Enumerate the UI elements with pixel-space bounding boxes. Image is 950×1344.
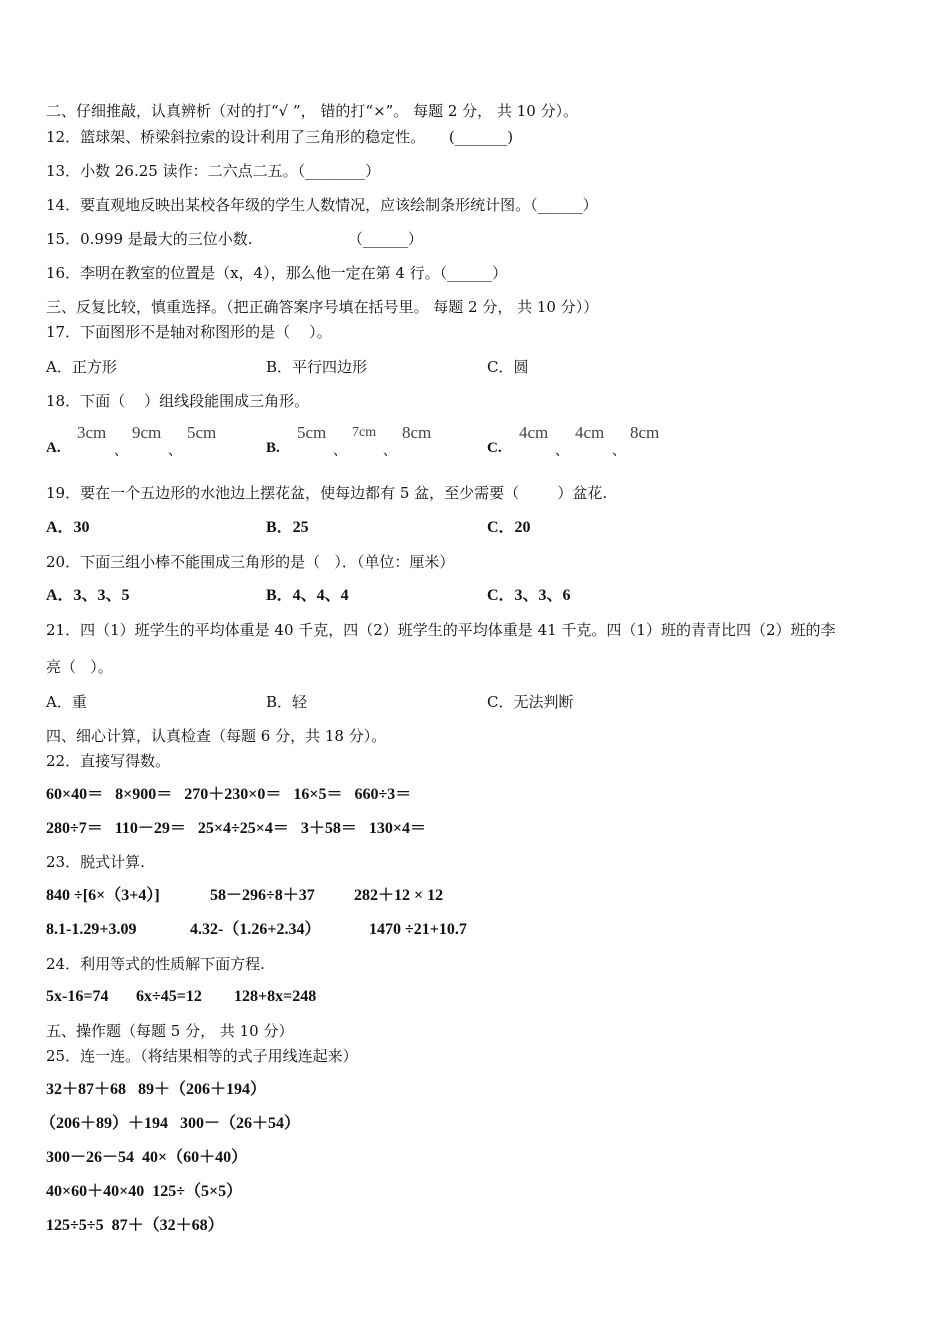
section-2-heading: 二、仔细推敲，认真辨析（对的打“√ ”， 错的打“×”。 每题 2 分， 共 10 分）。 bbox=[46, 102, 579, 120]
question-23: 23．脱式计算. bbox=[46, 853, 145, 871]
length: 8cm bbox=[630, 423, 660, 442]
option-label: B. bbox=[266, 440, 280, 456]
match-row: 40×60＋40×40 125÷（5×5） bbox=[46, 1183, 243, 1200]
section-3-heading: 三、反复比较，慎重选择。（把正确答案序号填在括号里。 每题 2 分， 共 10 分）） bbox=[46, 298, 599, 316]
question-24: 24．利用等式的性质解下面方程. bbox=[46, 955, 265, 973]
question-20: 20．下面三组小棒不能围成三角形的是（ ）．（单位：厘米） bbox=[46, 553, 455, 571]
option-c: C．3、3、6 bbox=[487, 587, 571, 604]
question-12: 12．篮球架、桥梁斜拉索的设计利用了三角形的稳定性。 (_______) bbox=[46, 128, 514, 146]
question-21-line1: 21．四（1）班学生的平均体重是 40 千克，四（2）班学生的平均体重是 41 千克。四（1）班的青青比四（2）班的李 bbox=[46, 621, 836, 639]
equation: 6x÷45=12 bbox=[136, 988, 202, 1005]
question-18: 18．下面（ ）组线段能围成三角形。 bbox=[46, 392, 310, 410]
match-row: （206＋89）＋194 300－（26＋54） bbox=[40, 1115, 301, 1132]
length: 5cm bbox=[187, 423, 217, 442]
question-15: 15．0.999 是最大的三位小数. （______） bbox=[46, 230, 423, 248]
length: 3cm bbox=[77, 423, 107, 442]
question-19: 19．要在一个五边形的水池边上摆花盆，使每边都有 5 盆，至少需要（ ）盆花. bbox=[46, 484, 608, 502]
equation: 128+8x=248 bbox=[234, 988, 317, 1005]
option-c: C．20 bbox=[487, 519, 531, 536]
length: 7cm bbox=[352, 425, 377, 440]
length: 8cm bbox=[402, 423, 432, 442]
question-17: 17．下面图形不是轴对称图形的是（ ）。 bbox=[46, 323, 332, 341]
expression: 4.32-（1.26+2.34） bbox=[190, 921, 321, 938]
calc-row: 280÷7＝ 110－29＝ 25×4÷25×4＝ 3＋58＝ 130×4＝ bbox=[46, 820, 427, 837]
option-label: C. bbox=[487, 440, 502, 456]
separator: 、 bbox=[168, 443, 182, 459]
section-4-heading: 四、细心计算，认真检查（每题 6 分，共 18 分）。 bbox=[46, 727, 387, 745]
option-b: B．4、4、4 bbox=[266, 587, 349, 604]
expression: 840 ÷[6×（3+4）] bbox=[46, 887, 160, 904]
question-14: 14．要直观地反映出某校各年级的学生人数情况，应该绘制条形统计图。（______） bbox=[46, 196, 598, 214]
question-22: 22．直接写得数。 bbox=[46, 752, 171, 770]
option-a: A．30 bbox=[46, 519, 90, 536]
question-13: 13．小数 26.25 读作：二六点二五。（________） bbox=[46, 162, 381, 180]
expression: 282＋12 × 12 bbox=[354, 887, 444, 904]
question-25: 25．连一连。（将结果相等的式子用线连起来） bbox=[46, 1047, 358, 1065]
separator: 、 bbox=[333, 443, 347, 459]
option-a: A．正方形 bbox=[46, 358, 117, 376]
length: 9cm bbox=[132, 423, 162, 442]
option-c: C．无法判断 bbox=[487, 693, 574, 711]
option-b: B．轻 bbox=[266, 693, 308, 711]
length: 4cm bbox=[575, 423, 605, 442]
option-label: A. bbox=[46, 440, 61, 456]
option-c: C．圆 bbox=[487, 358, 529, 376]
separator: 、 bbox=[383, 443, 397, 459]
expression: 8.1-1.29+3.09 bbox=[46, 921, 137, 938]
separator: 、 bbox=[555, 443, 569, 459]
option-a: A．重 bbox=[46, 693, 87, 711]
length: 4cm bbox=[519, 423, 549, 442]
equation: 5x-16=74 bbox=[46, 988, 109, 1005]
option-a: A．3、3、5 bbox=[46, 587, 130, 604]
expression: 1470 ÷21+10.7 bbox=[369, 921, 467, 938]
match-row: 125÷5÷5 87＋（32＋68） bbox=[46, 1217, 224, 1234]
separator: 、 bbox=[114, 443, 128, 459]
question-16: 16．李明在教室的位置是（x，4），那么他一定在第 4 行。（______） bbox=[46, 264, 508, 282]
question-21-line2: 亮（ ）。 bbox=[46, 658, 113, 676]
length: 5cm bbox=[297, 423, 327, 442]
match-row: 32＋87＋68 89＋（206＋194） bbox=[46, 1081, 267, 1098]
separator: 、 bbox=[612, 443, 626, 459]
option-b: B．25 bbox=[266, 519, 309, 536]
match-row: 300－26－54 40×（60＋40） bbox=[46, 1149, 248, 1166]
calc-row: 60×40＝ 8×900＝ 270＋230×0＝ 16×5＝ 660÷3＝ bbox=[46, 786, 412, 803]
section-5-heading: 五、操作题（每题 5 分， 共 10 分） bbox=[46, 1022, 294, 1040]
option-b: B．平行四边形 bbox=[266, 358, 368, 376]
expression: 58－296÷8＋37 bbox=[210, 887, 315, 904]
